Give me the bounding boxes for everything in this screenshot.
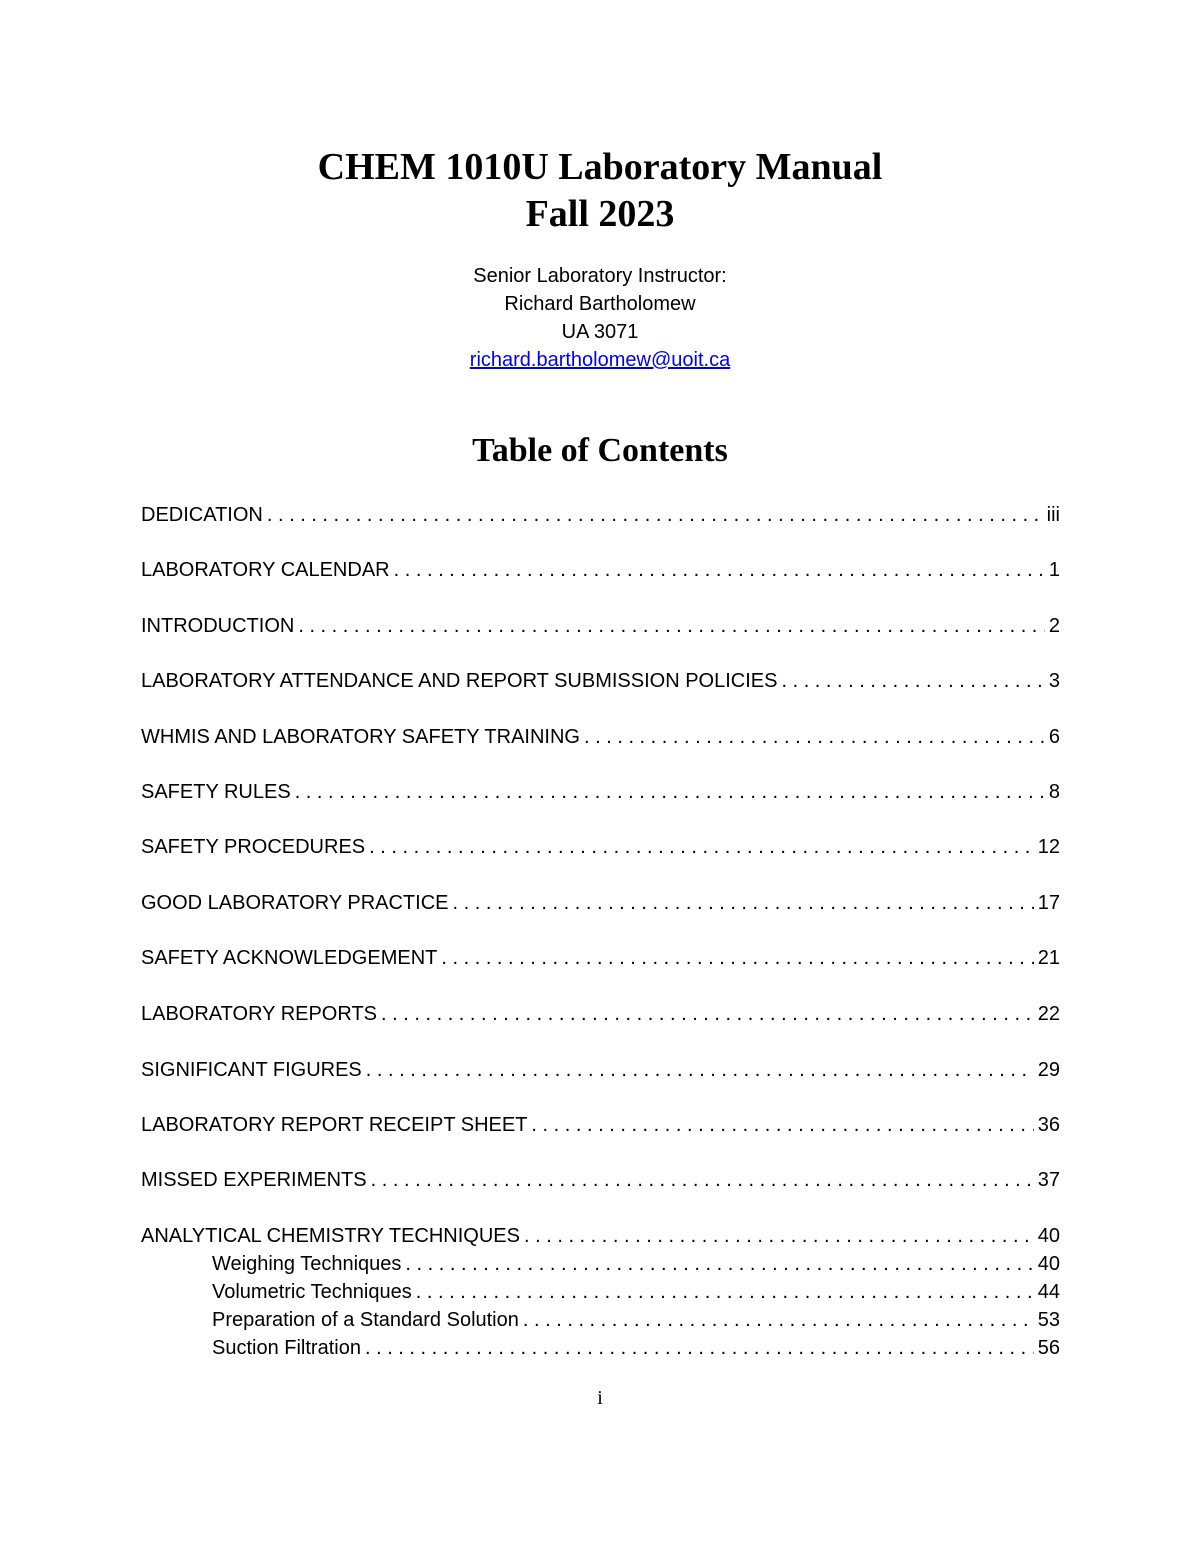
toc-entry-page: 56	[1037, 1337, 1060, 1359]
toc-entry-page: 22	[1037, 1003, 1060, 1025]
toc-entry-label: Weighing Techniques	[212, 1253, 402, 1275]
toc-subentry-weighing[interactable]	[212, 1252, 1060, 1276]
toc-entry-page: 21	[1037, 947, 1060, 969]
toc-entry-label: Suction Filtration	[212, 1337, 361, 1359]
toc-entry-page: 40	[1037, 1253, 1060, 1275]
toc-leader	[416, 1280, 1034, 1304]
toc-subentry-volumetric[interactable]	[212, 1280, 1060, 1304]
toc-entry-page: 1	[1048, 559, 1060, 581]
toc-entry-report-receipt-sheet[interactable]	[141, 1113, 1060, 1137]
toc-leader	[584, 725, 1045, 749]
manual-title: CHEM 1010U Laboratory Manual	[317, 146, 883, 188]
toc-entry-significant-figures[interactable]	[141, 1058, 1060, 1082]
toc-leader	[295, 780, 1045, 804]
page-number: i	[597, 1387, 603, 1409]
toc-entry-page: 53	[1037, 1309, 1060, 1331]
instructor-role: Senior Laboratory Instructor:	[473, 265, 727, 287]
toc-subentry-suction-filtration[interactable]	[212, 1336, 1060, 1360]
toc-leader	[369, 835, 1034, 859]
toc-leader	[441, 946, 1033, 970]
toc-entry-page: 6	[1048, 726, 1060, 748]
toc-leader	[452, 891, 1033, 915]
toc-entry-label: SAFETY RULES	[141, 781, 291, 803]
toc-entry-analytical-techniques[interactable]	[141, 1224, 1060, 1248]
toc-entry-missed-experiments[interactable]	[141, 1168, 1060, 1192]
toc-leader	[394, 558, 1045, 582]
toc-entry-page: 3	[1048, 670, 1060, 692]
toc-leader	[365, 1336, 1034, 1360]
toc-leader	[267, 503, 1043, 527]
toc-entry-label: WHMIS AND LABORATORY SAFETY TRAINING	[141, 726, 580, 748]
toc-leader	[405, 1252, 1033, 1276]
instructor-office: UA 3071	[561, 321, 639, 343]
toc-entry-good-lab-practice[interactable]	[141, 891, 1060, 915]
toc-entry-label: Volumetric Techniques	[212, 1281, 412, 1303]
toc-entry-laboratory-reports[interactable]	[141, 1002, 1060, 1026]
toc-entry-label: MISSED EXPERIMENTS	[141, 1169, 367, 1191]
toc-entry-label: GOOD LABORATORY PRACTICE	[141, 892, 449, 914]
toc-leader	[381, 1002, 1034, 1026]
toc-entry-safety-procedures[interactable]	[141, 835, 1060, 859]
toc-entry-page: 44	[1037, 1281, 1060, 1303]
toc-entry-laboratory-calendar[interactable]	[141, 558, 1060, 582]
toc-leader	[371, 1168, 1034, 1192]
toc-entry-page: iii	[1046, 504, 1060, 526]
toc-entry-page: 40	[1037, 1225, 1060, 1247]
toc-entry-page: 2	[1048, 615, 1060, 637]
toc-entry-label: SAFETY ACKNOWLEDGEMENT	[141, 947, 438, 969]
toc-leader	[524, 1224, 1034, 1248]
toc-entry-page: 29	[1037, 1059, 1060, 1081]
toc-entry-whmis-training[interactable]	[141, 725, 1060, 749]
toc-leader	[531, 1113, 1033, 1137]
toc-entry-label: INTRODUCTION	[141, 615, 295, 637]
toc-entry-dedication[interactable]	[141, 503, 1060, 527]
toc-leader	[366, 1058, 1034, 1082]
toc-entry-safety-acknowledgement[interactable]	[141, 946, 1060, 970]
toc-leader	[781, 669, 1044, 693]
toc-entry-label: SIGNIFICANT FIGURES	[141, 1059, 362, 1081]
toc-heading: Table of Contents	[472, 432, 728, 469]
toc-entry-page: 12	[1037, 836, 1060, 858]
toc-subentry-standard-solution[interactable]	[212, 1308, 1060, 1332]
toc-entry-label: LABORATORY REPORT RECEIPT SHEET	[141, 1114, 528, 1136]
toc-entry-label: LABORATORY REPORTS	[141, 1003, 378, 1025]
manual-term: Fall 2023	[525, 193, 675, 235]
toc-entry-page: 8	[1048, 781, 1060, 803]
toc-entry-label: LABORATORY ATTENDANCE AND REPORT SUBMISSION POLICIES	[141, 670, 778, 692]
toc-entry-safety-rules[interactable]	[141, 780, 1060, 804]
toc-entry-page: 37	[1037, 1169, 1060, 1191]
instructor-name: Richard Bartholomew	[504, 293, 696, 315]
toc-entry-label: LABORATORY CALENDAR	[141, 559, 390, 581]
toc-entry-page: 36	[1037, 1114, 1060, 1136]
toc-entry-attendance-policies[interactable]	[141, 669, 1060, 693]
toc-entry-page: 17	[1037, 892, 1060, 914]
toc-leader	[298, 614, 1045, 638]
toc-entry-label: SAFETY PROCEDURES	[141, 836, 366, 858]
toc-entry-label: Preparation of a Standard Solution	[212, 1309, 519, 1331]
toc-entry-label: DEDICATION	[141, 504, 263, 526]
instructor-email	[0, 350, 1200, 370]
toc-leader	[523, 1308, 1034, 1332]
toc-entry-introduction[interactable]	[141, 614, 1060, 638]
email-link[interactable]: richard.bartholomew@uoit.ca	[469, 349, 731, 371]
toc-entry-label: ANALYTICAL CHEMISTRY TECHNIQUES	[141, 1225, 520, 1247]
